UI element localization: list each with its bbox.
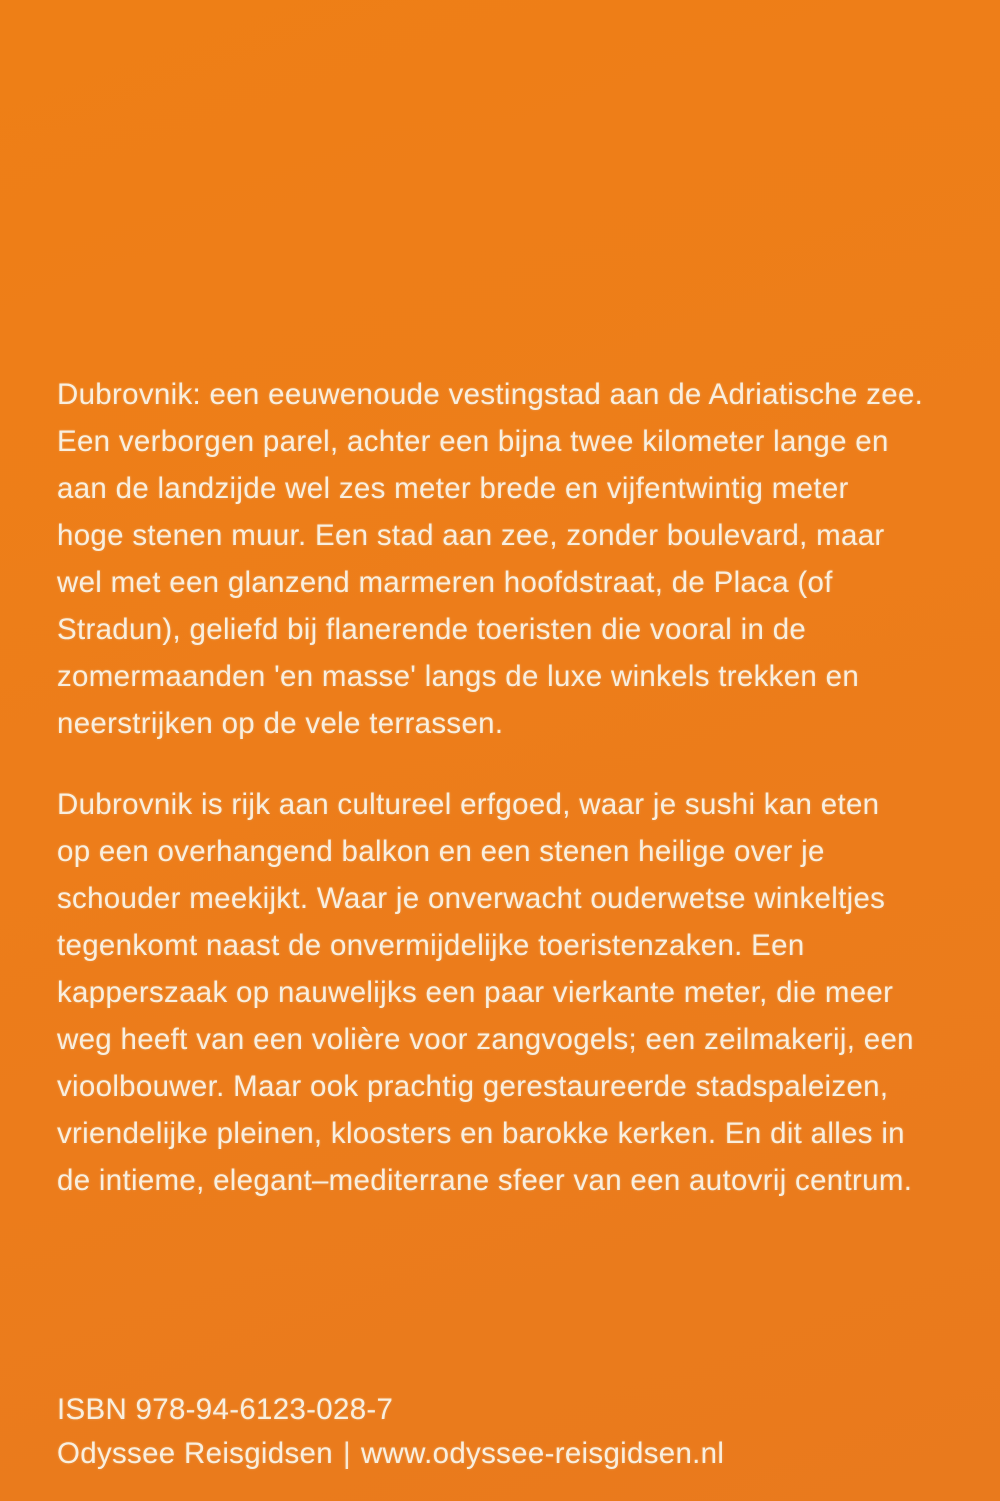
colophon bbox=[57, 1388, 962, 1476]
text-line: de intieme, elegant–mediterrane sfeer van een autovrij centrum. bbox=[57, 1164, 913, 1197]
paragraph bbox=[57, 371, 962, 747]
text-line: zomermaanden 'en masse' langs de luxe winkels trekken en bbox=[57, 660, 860, 693]
text-line: neerstrijken op de vele terrassen. bbox=[57, 707, 504, 740]
text-line: kapperszaak op nauwelijks een paar vierkante meter, die meer bbox=[57, 976, 894, 1009]
text-line: weg heeft van een volière voor zangvogels; een zeilmakerij, een bbox=[57, 1023, 914, 1056]
text-line: vioolbouwer. Maar ook prachtig gerestaureerde stadspaleizen, bbox=[57, 1070, 889, 1103]
text-line: Dubrovnik: een eeuwenoude vestingstad aan de Adriatische zee. bbox=[57, 378, 924, 411]
text-line: Stradun), geliefd bij flanerende toeristen die vooral in de bbox=[57, 613, 807, 646]
text-line: aan de landzijde wel zes meter brede en vijfentwintig meter bbox=[57, 472, 849, 505]
text-line: Een verborgen parel, achter een bijna twee kilometer lange en bbox=[57, 425, 889, 458]
publisher-name: Odyssee Reisgidsen bbox=[57, 1437, 333, 1470]
text-line: hoge stenen muur. Een stad aan zee, zonder boulevard, maar bbox=[57, 519, 885, 552]
text-line: tegenkomt naast de onvermijdelijke toeristenzaken. Een bbox=[57, 929, 805, 962]
blurb-text bbox=[57, 371, 962, 1238]
text-line: op een overhangend balkon en een stenen heilige over je bbox=[57, 835, 825, 868]
text-line: wel met een glanzend marmeren hoofdstraat, de Placa (of bbox=[57, 566, 833, 599]
website-url: www.odyssee-reisgidsen.nl bbox=[360, 1437, 725, 1470]
isbn-line: ISBN 978-94-6123-028-7 bbox=[57, 1393, 394, 1426]
separator-bar: | bbox=[342, 1437, 351, 1470]
text-line: Dubrovnik is rijk aan cultureel erfgoed, waar je sushi kan eten bbox=[57, 788, 880, 821]
text-line: vriendelijke pleinen, kloosters en barokke kerken. En dit alles in bbox=[57, 1117, 905, 1150]
publisher-line bbox=[57, 1432, 962, 1476]
paragraph bbox=[57, 781, 962, 1204]
text-line: schouder meekijkt. Waar je onverwacht ouderwetse winkeltjes bbox=[57, 882, 886, 915]
